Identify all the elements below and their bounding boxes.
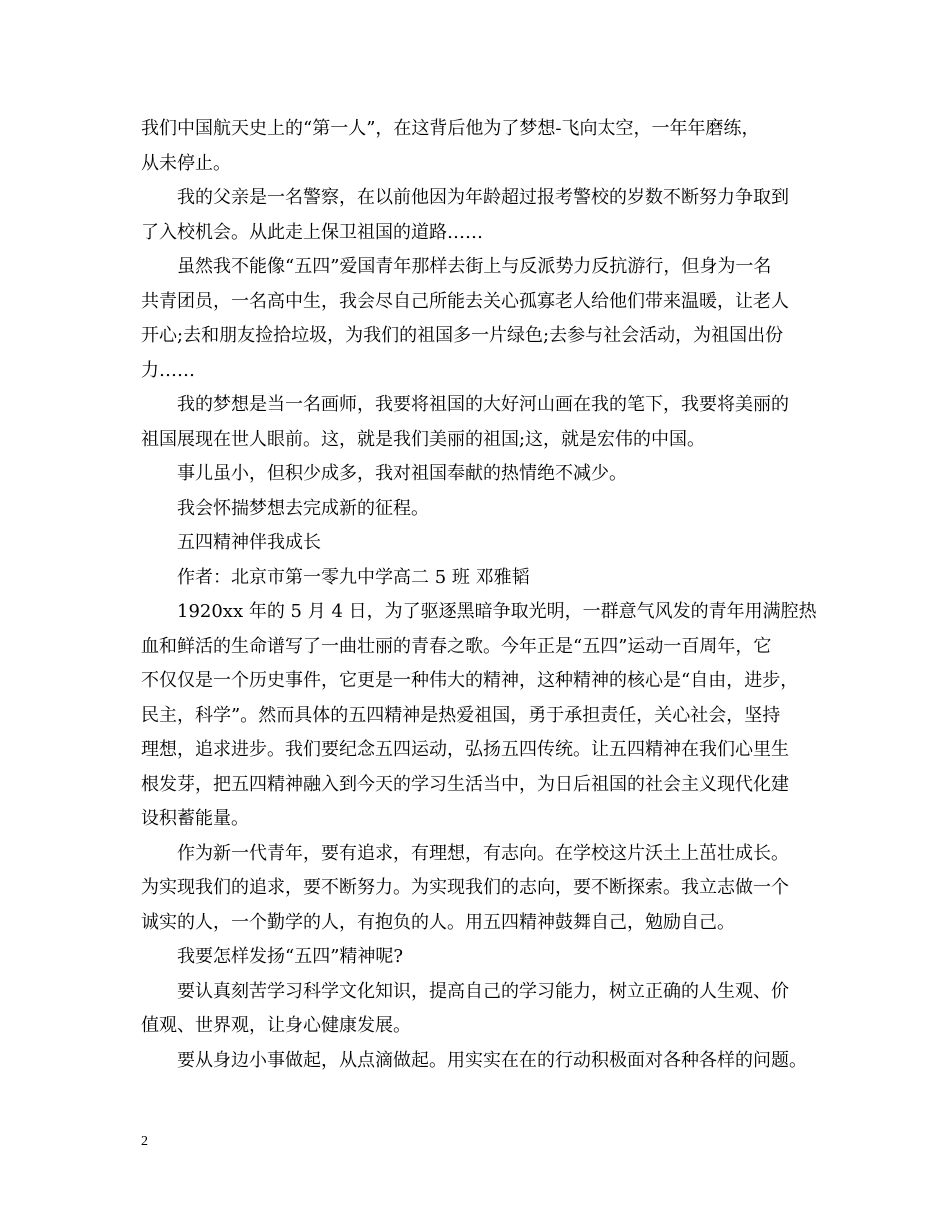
text-line: 为实现我们的追求，要不断努力。为实现我们的志向，要不断探索。我立志做一个: [141, 877, 789, 898]
text-line: 要认真刻苦学习科学文化知识，提高自己的学习能力，树立正确的人生观、价: [177, 980, 789, 1002]
text-line: 我要怎样发扬“五四”精神呢?: [177, 946, 404, 967]
text-line: 我们中国航天史上的“第一人”，在这背后他为了梦想-飞向太空，一年年磨练，: [141, 118, 760, 139]
body-text: [141, 112, 821, 1078]
text-line: 我的父亲是一名警察，在以前他因为年龄超过报考警校的岁数不断努力争取到: [177, 187, 789, 208]
page-number: 2: [141, 1134, 148, 1149]
text-line: 共青团员，一名高中生，我会尽自己所能去关心孤寡老人给他们带来温暖，让老人: [141, 290, 789, 312]
text-line: 设积蓄能量。: [141, 808, 249, 829]
text-line: 作者：北京市第一零九中学高二 5 班 邓雅韬: [177, 566, 530, 588]
text-line: 要从身边小事做起，从点滴做起。用实实在在的行动积极面对各种各样的问题。: [177, 1049, 807, 1071]
text-line: 理想，追求进步。我们要纪念五四运动，弘扬五四传统。让五四精神在我们心里生: [141, 739, 789, 760]
text-line: 不仅仅是一个历史事件，它更是一种伟大的精神，这种精神的核心是“自由，进步，: [141, 670, 799, 691]
text-line: 值观、世界观，让身心健康发展。: [141, 1015, 411, 1036]
text-line: 祖国展现在世人眼前。这，就是我们美丽的祖国;这，就是宏伟的中国。: [141, 428, 706, 450]
text-line: 力……: [141, 359, 195, 381]
text-line: 1920xx 年的 5 月 4 日，为了驱逐黑暗争取光明，一群意气风发的青年用满腔热: [177, 601, 817, 622]
text-line: 我的梦想是当一名画师，我要将祖国的大好河山画在我的笔下，我要将美丽的: [177, 394, 789, 415]
text-line: 五四精神伴我成长: [177, 532, 321, 553]
text-line: 事儿虽小，但积少成多，我对祖国奉献的热情绝不减少。: [177, 463, 627, 484]
text-line: 从未停止。: [141, 152, 231, 174]
text-line: 诚实的人，一个勤学的人，有抱负的人。用五四精神鼓舞自己，勉励自己。: [141, 911, 735, 933]
text-line: 开心;去和朋友捡拾垃圾，为我们的祖国多一片绿色;去参与社会活动，为祖国出份: [141, 325, 784, 346]
text-line: 我会怀揣梦想去完成新的征程。: [177, 497, 429, 519]
text-line: 了入校机会。从此走上保卫祖国的道路……: [141, 221, 483, 243]
text-line: 作为新一代青年，要有追求，有理想，有志向。在学校这片沃土上茁壮成长。: [177, 842, 789, 864]
text-line: 虽然我不能像“五四”爱国青年那样去街上与反派势力反抗游行，但身为一名: [177, 256, 772, 277]
text-line: 根发芽，把五四精神融入到今天的学习生活当中，为日后祖国的社会主义现代化建: [141, 773, 789, 795]
text-line: 血和鲜活的生命谱写了一曲壮丽的青春之歌。今年正是“五四”运动一百周年，它: [141, 635, 772, 657]
text-line: 民主，科学”。然而具体的五四精神是热爱祖国，勇于承担责任，关心社会，坚持: [141, 704, 781, 726]
